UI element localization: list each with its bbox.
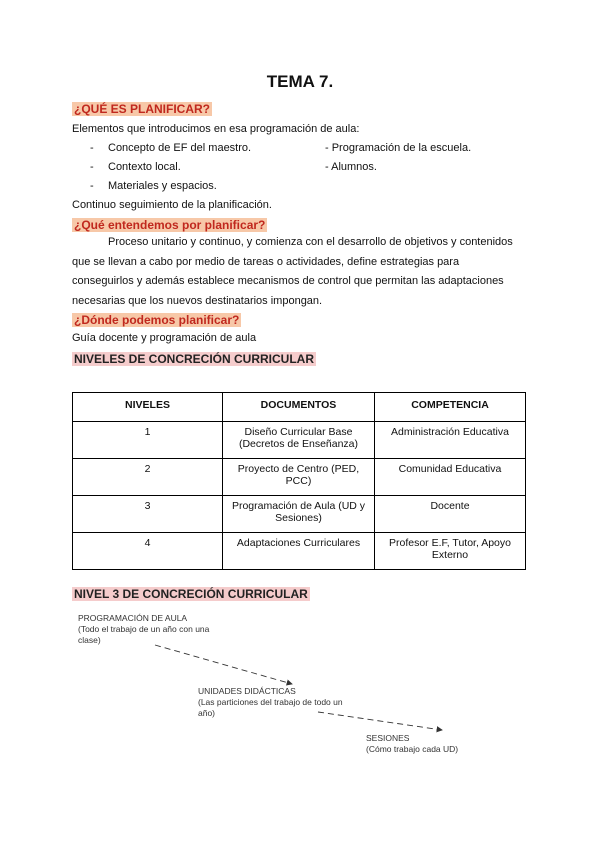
closing-text: Continuo seguimiento de la planificación. [72, 199, 272, 211]
diagram-node-programacion: PROGRAMACIÓN DE AULA (Todo el trabajo de un año con una clase) [78, 613, 210, 645]
bullet-item: - Concepto de EF del maestro. [90, 142, 252, 154]
table-cell: 4 [73, 533, 223, 570]
column-header: NIVELES [73, 393, 223, 422]
arrow-connector [318, 712, 442, 730]
table-cell: Diseño Curricular Base (Decretos de Enseñanza) [223, 422, 375, 459]
table-cell: 2 [73, 459, 223, 496]
table-cell: Programación de Aula (UD y Sesiones) [223, 496, 375, 533]
diagram-node-sesiones: SESIONES (Cómo trabajo cada UD) [366, 733, 459, 754]
table-cell: Proyecto de Centro (PED, PCC) [223, 459, 375, 496]
column-header: COMPETENCIA [375, 393, 526, 422]
table-cell: Administración Educativa [375, 422, 526, 459]
table-cell: 3 [73, 496, 223, 533]
bullet-item: - Materiales y espacios. [90, 180, 217, 192]
intro-text: Elementos que introducimos en esa programación de aula: [72, 123, 360, 135]
page-title: TEMA 7. [266, 72, 334, 91]
table-cell: Docente [375, 496, 526, 533]
donde-text: Guía docente y programación de aula [72, 332, 257, 344]
table-cell: 1 [73, 422, 223, 459]
paragraph: Proceso unitario y continuo, y comienza con el desarrollo de objetivos y contenidos que se llevan a cabo por medio de tareas o actividades, define estrategias para conseguirlos y además establece mecanismos de control que permitan las adaptaciones necesarias que los nuevos destinatarios impongan. [72, 236, 513, 307]
diagram-node-unidades: UNIDADES DIDÁCTICAS (Las particiones del trabajo de todo un año) [198, 686, 343, 718]
table-cell: Profesor E.F, Tutor, Apoyo Externo [375, 533, 526, 570]
bullet-item: - Contexto local. [90, 161, 181, 173]
section-heading-donde-planificar: ¿Dónde podemos planificar? [74, 313, 240, 327]
table-cell: Adaptaciones Curriculares [223, 533, 375, 570]
arrow-connector [155, 645, 292, 684]
section-heading-que-es-planificar: ¿QUÉ ES PLANIFICAR? [74, 102, 211, 116]
section-heading-niveles: NIVELES DE CONCRECIÓN CURRICULAR [74, 352, 315, 366]
bullet-item-right: - Alumnos. [325, 161, 377, 173]
column-header: DOCUMENTOS [223, 393, 375, 422]
section-heading-que-entendemos: ¿Qué entendemos por planificar? [74, 218, 266, 232]
table-cell: Comunidad Educativa [375, 459, 526, 496]
bullet-item-right: - Programación de la escuela. [325, 142, 472, 154]
section-heading-nivel-3: NIVEL 3 DE CONCRECIÓN CURRICULAR [74, 587, 308, 601]
